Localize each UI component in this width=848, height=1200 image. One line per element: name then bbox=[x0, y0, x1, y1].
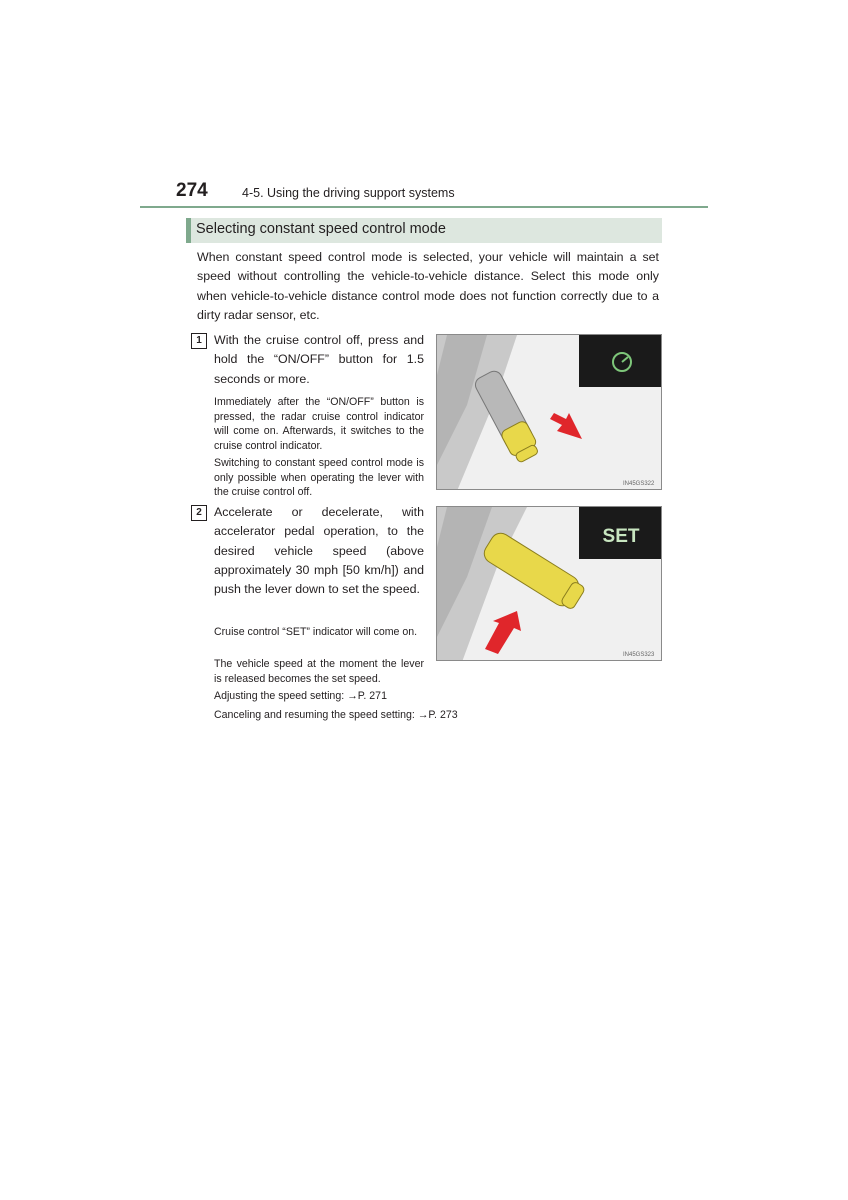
step-1-note-1: Immediately after the “ON/OFF” button is pressed, the radar cruise control indicator will come on. Afterwards, it switches to the cruise control indicator. bbox=[214, 396, 424, 452]
step-number-1: 1 bbox=[191, 333, 207, 349]
step-2-figure bbox=[436, 506, 662, 661]
page-number: 274 bbox=[176, 180, 208, 201]
section-title: Selecting constant speed control mode bbox=[196, 221, 446, 237]
step-1-text: With the cruise control off, press and hold the “ON/OFF” button for 1.5 seconds or more. bbox=[214, 333, 424, 386]
step-2-note-4: Canceling and resuming the speed setting: →P. 273 bbox=[214, 709, 458, 721]
step-2-note-3: Adjusting the speed setting: →P. 271 bbox=[214, 690, 387, 702]
set-indicator-text: SET bbox=[602, 526, 640, 547]
step-1-note-2: Switching to constant speed control mode is only possible when operating the lever with the cruise control off. bbox=[214, 457, 424, 498]
figure-1-code: IN45GS322 bbox=[623, 481, 655, 487]
step-2-note-2: The vehicle speed at the moment the lever is released becomes the set speed. bbox=[214, 658, 424, 685]
chapter-title: 4-5. Using the driving support systems bbox=[242, 186, 455, 200]
intro-paragraph: When constant speed control mode is selected, your vehicle will maintain a set speed without controlling the vehicle-to-vehicle distance. Select this mode only when vehicle-to-vehicle distance control mode does not function correctly due to a dirty radar sensor, etc. bbox=[197, 250, 659, 323]
step-2-text: Accelerate or decelerate, with accelerator pedal operation, to the desired vehicle speed (above approximately 30 mph [50 km/h]) and push the lever down to set the speed. bbox=[214, 505, 424, 597]
header-rule bbox=[140, 206, 708, 208]
step-1-figure bbox=[436, 334, 662, 490]
step-number-2: 2 bbox=[191, 505, 207, 521]
figure-2-code: IN45GS323 bbox=[623, 652, 655, 658]
step-2-note-1: Cruise control “SET” indicator will come on. bbox=[214, 626, 418, 638]
